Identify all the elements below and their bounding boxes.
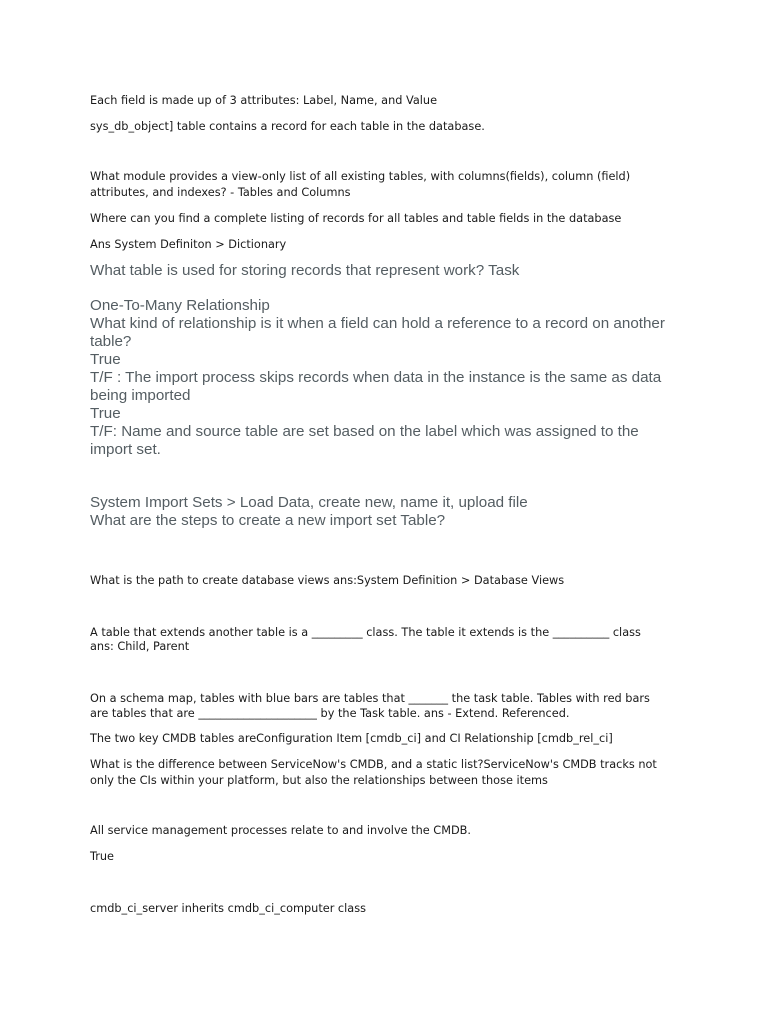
text-line: being imported: [90, 387, 191, 404]
text-line: T/F: Name and source table are set based on the label which was assigned to the: [90, 423, 639, 440]
text-line: ans: Child, Parent: [90, 640, 190, 653]
text-line: On a schema map, tables with blue bars are tables that _______ the task table. Tables with red bars: [90, 692, 650, 705]
text-line: T/F : The import process skips records when data in the instance is the same as data: [90, 369, 662, 386]
text-line: What kind of relationship is it when a field can hold a reference to a record on another: [90, 315, 665, 332]
text-line: All service management processes relate to and involve the CMDB.: [90, 824, 471, 837]
text-line: Each field is made up of 3 attributes: Label, Name, and Value: [90, 94, 438, 107]
text-line: What is the difference between ServiceNow's CMDB, and a static list?ServiceNow's CMDB tracks not: [90, 758, 657, 771]
text-line: attributes, and indexes? - Tables and Columns: [90, 186, 351, 199]
text-line: What are the steps to create a new import set Table?: [90, 512, 446, 529]
text-line: System Import Sets > Load Data, create new, name it, upload file: [90, 494, 528, 511]
text-line: True: [90, 405, 121, 422]
text-line: A table that extends another table is a _________ class. The table it extends is the __________ class: [90, 626, 641, 639]
text-line: What is the path to create database views ans:System Definition > Database Views: [90, 574, 565, 587]
text-line: Where can you find a complete listing of records for all tables and table fields in the database: [90, 212, 622, 225]
text-line: table?: [90, 333, 132, 350]
text-line: import set.: [90, 441, 161, 458]
text-line: The two key CMDB tables areConfiguration Item [cmdb_ci] and CI Relationship [cmdb_rel_ci]: [90, 732, 613, 745]
text-line: True: [90, 850, 114, 863]
text-line: sys_db_object] table contains a record for each table in the database.: [90, 120, 485, 133]
text-line: What table is used for storing records that represent work? Task: [90, 262, 520, 279]
text-line: only the CIs within your platform, but also the relationships between those items: [90, 774, 548, 787]
text-line: What module provides a view-only list of all existing tables, with columns(fields), column (field): [90, 170, 631, 183]
text-line: Ans System Definiton > Dictionary: [90, 238, 287, 251]
text-line: True: [90, 351, 121, 368]
text-line: cmdb_ci_server inherits cmdb_ci_computer class: [90, 902, 366, 915]
text-line: One-To-Many Relationship: [90, 297, 270, 314]
text-line: are tables that are _____________________ by the Task table. ans - Extend. Referenced.: [90, 707, 570, 720]
